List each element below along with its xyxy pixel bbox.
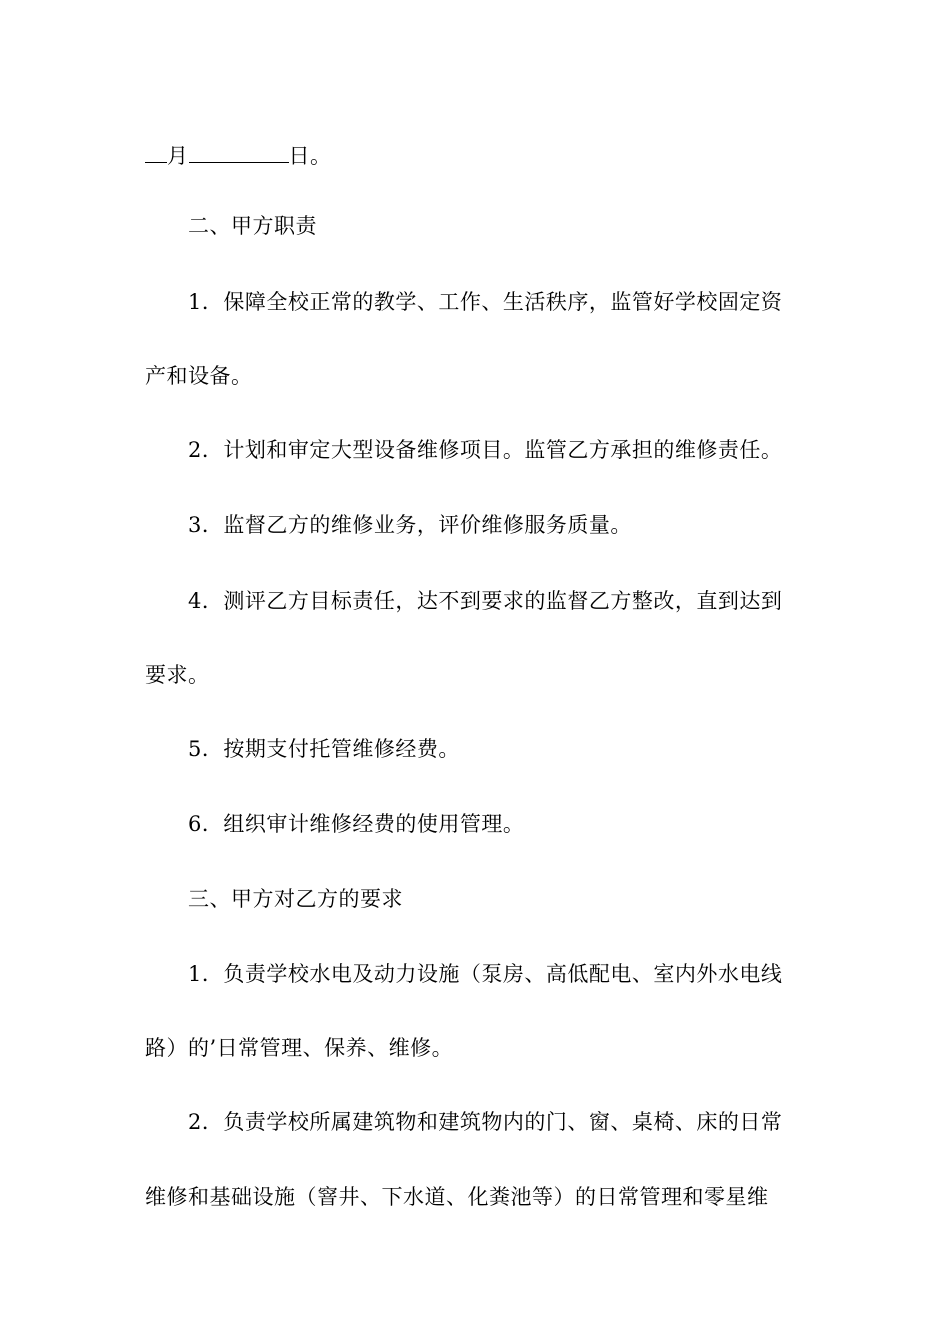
section-3-item-1-line-1: 1．负责学校水电及动力设施（泵房、高低配电、室内外水电线 xyxy=(188,962,783,986)
section-2-item-6: 6．组织审计维修经费的使用管理。 xyxy=(188,812,525,836)
section-2-item-5: 5．按期支付托管维修经费。 xyxy=(188,737,460,761)
section-2-heading: 二、甲方职责 xyxy=(188,214,317,238)
day-blank xyxy=(189,140,289,163)
section-3-item-1-line-2: 路）的’日常管理、保养、维修。 xyxy=(145,1036,454,1060)
section-2-item-1-line-1: 1．保障全校正常的教学、工作、生活秩序，监管好学校固定资 xyxy=(188,290,783,314)
section-3-item-2-line-1: 2．负责学校所属建筑物和建筑物内的门、窗、桌椅、床的日常 xyxy=(188,1110,783,1134)
month-char: 月 xyxy=(167,144,189,168)
month-blank xyxy=(145,140,167,163)
section-2-item-2: 2．计划和审定大型设备维修项目。监管乙方承担的维修责任。 xyxy=(188,438,783,462)
section-3-item-2-line-2: 维修和基础设施（窨井、下水道、化粪池等）的日常管理和零星维 xyxy=(145,1185,769,1209)
section-3-heading: 三、甲方对乙方的要求 xyxy=(188,887,403,911)
section-2-item-1-line-2: 产和设备。 xyxy=(145,364,253,388)
section-2-item-3: 3．监督乙方的维修业务，评价维修服务质量。 xyxy=(188,513,632,537)
section-2-item-4-line-1: 4．测评乙方目标责任，达不到要求的监督乙方整改，直到达到 xyxy=(188,589,783,613)
section-2-item-4-line-2: 要求。 xyxy=(145,663,210,687)
day-char: 日。 xyxy=(288,144,332,168)
date-line xyxy=(145,140,332,170)
